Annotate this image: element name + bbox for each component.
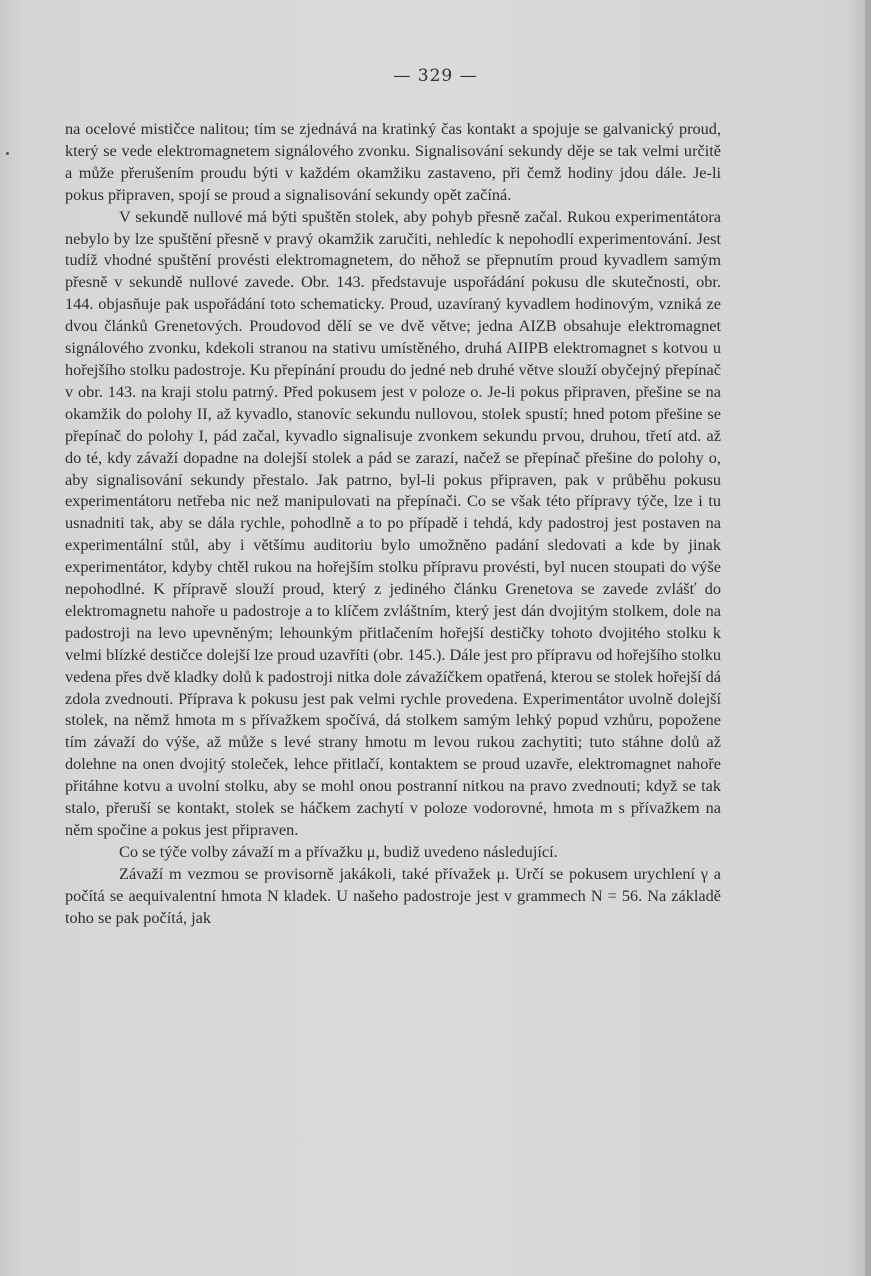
page-number: — 329 — [393, 66, 478, 86]
paragraph-2: V sekundě nullové má býti spuštěn stolek, aby pohyb přesně začal. Rukou experimentátora nebylo by lze spuštění přesně v pravý okamžik zaručiti, nehledíc k nepohodlí experimentování. Jest tudíž vhodné spuštění provésti elektromagnetem, do něhož se přepnutím proud kyvadlem samým přesně v sekundě nullové zavede. Obr. 143. představuje uspořádání pokusu dle skutečnosti, obr. 144. objasňuje pak uspořádání toto schematicky. Proud, uzavíraný kyvadlem hodinovým, vzniká ze dvou článků Grenetových. Proudovod dělí se ve dvě větve; jedna AIZB obsahuje elektromagnet signálového zvonku, kdekoli stranou na stativu umístěného, druhá AIIPB elektromagnet s kotvou u hořejšího stolku padostroje. Ku přepínání proudu do jedné neb druhé větve slouží obyčejný přepínač v obr. 143. na kraji stolu patrný. Před pokusem jest v poloze o. Je-li pokus připraven, přešine se na okamžik do polohy II, až kyvadlo, stanovíc sekundu nullovou, stolek spustí; hned potom přešine se přepínač do polohy I, pád začal, kyvadlo signalisuje zvonkem sekundu prvou, druhou, třetí atd. až do té, kdy závaží dopadne na dolejší stolek a pád se zarazí, načež se přepínač přešine do polohy o, aby signalisování sekundy přestalo. Jak patrno, byl-li pokus připraven, pak v průběhu pokusu experimentátoru netřeba nic než manipulovati na přepínači. Co se však této přípravy týče, lze i tu usnadniti tak, aby se dála rychle, pohodlně a to po případě i tehdá, kdy padostroj jest postaven na experimentální stůl, aby i většímu auditoriu bylo umožněno padání sledovati a kde by jinak experimentátor, kdyby chtěl rukou na hořejším stolku přípravu provésti, byl nucen stoupati do výše nepohodlné. K přípravě slouží proud, který z jediného článku Grenetova se zavede zvlášť do elektromagnetu nahoře u padostroje a to klíčem zvláštním, který jest dán dvojitým stolkem, dole na padostroji na levo upevněným; lehounkým přitlačením hořejší destičky tohoto dvojitého stolku k velmi blízké destičce dolejší lze proud uzavříti (obr. 145.). Dále jest pro přípravu od hořejšího stolku vedena přes dvě kladky dolů k padostroji nitka dole závažíčkem opatřená, kterou se stolek hořejší dá zdola zvednouti. Příprava k pokusu jest pak velmi rychle provedena. Experimentátor uvolně dolejší stolek, na němž hmota m s přívažkem spočívá, dá stolkem samým lehký popud vzhůru, popožene tím závaží do výše, až může s levé strany hmotu m levou rukou zachytiti; tuto stáhne dolů až dolehne na onen dvojitý stoleček, lehce přitlačí, kontaktem se proud uzavře, elektromagnet nahoře přitáhne kotvu a uvolní stolku, aby se mohl onou postranní nitkou na pravo zvednouti; když se tak stalo, přeruší se kontakt, stolek se háčkem zachytí v poloze vodorovné, hmota m s přívažkem na něm spočine a pokus jest připraven. [65, 206, 721, 839]
page-edge [865, 0, 871, 1276]
page-body [65, 118, 721, 929]
margin-speck [6, 152, 9, 155]
paragraph-4: Závaží m vezmou se provisorně jakákoli, také přívažek μ. Určí se pokusem urychlení γ a počítá se aequivalentní hmota N kladek. U našeho padostroje jest v grammech N = 56. Na základě toho se pak počítá, jak [65, 863, 721, 927]
paragraph-3: Co se týče volby závaží m a přívažku μ, budiž uvedeno následující. [119, 841, 558, 861]
paragraph-1: na ocelové mističce nalitou; tím se zjednává na kratinký čas kontakt a spojuje se galvanický proud, který se vede elektromagnetem signálového zvonku. Signalisování sekundy děje se tak velmi určitě a může přerušením proudu býti v každém okamžiku zastaveno, při čemž hodiny jdou dále. Je-li pokus připraven, spojí se proud a signalisování sekundy opět začíná. [65, 119, 721, 204]
